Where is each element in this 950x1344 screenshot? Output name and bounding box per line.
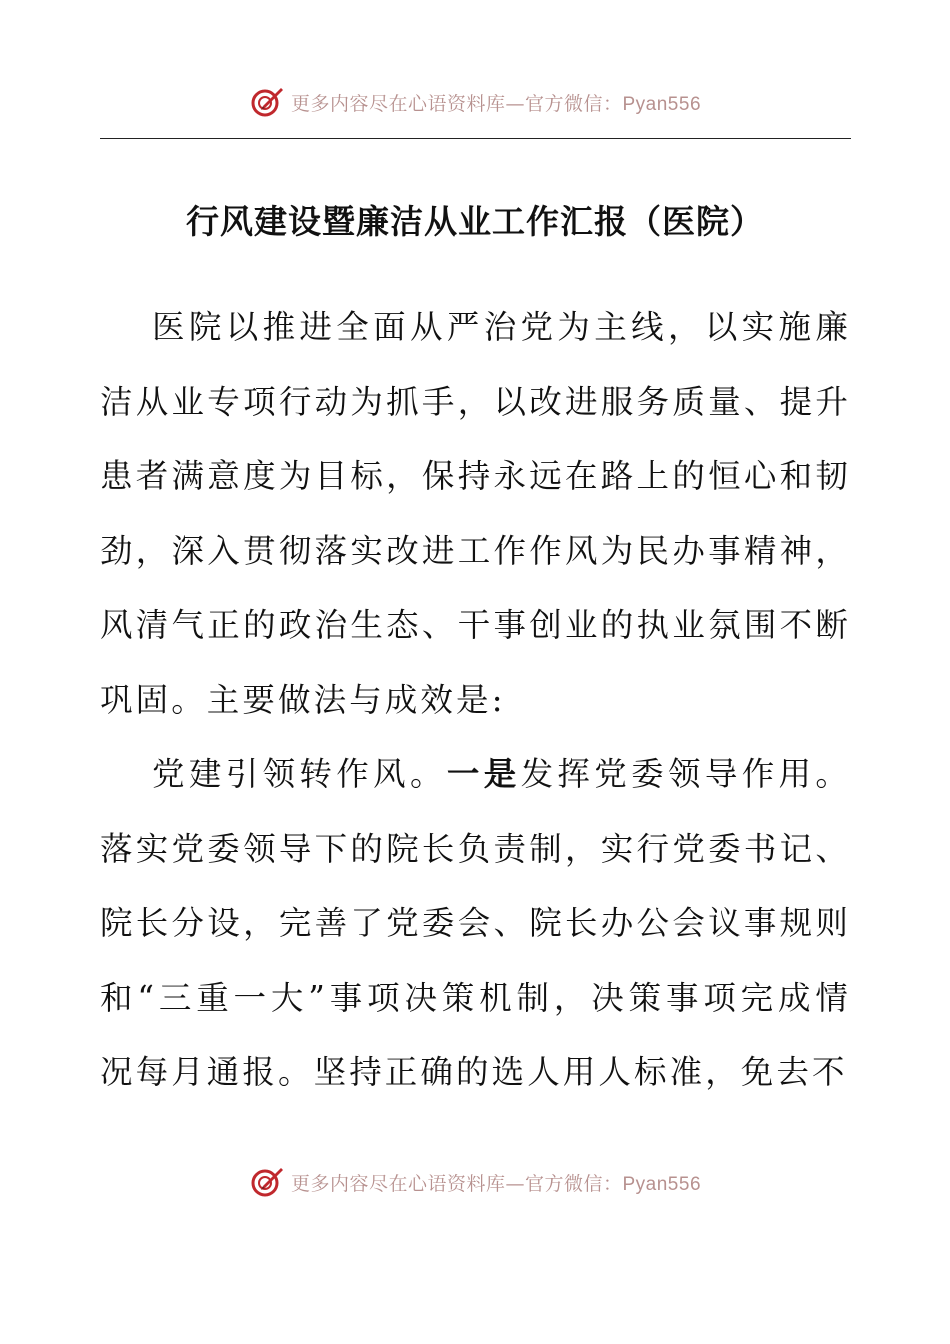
pen-logo-icon	[249, 1164, 285, 1200]
paragraph-party-building	[100, 737, 851, 1110]
paragraph-intro: 医院以推进全面从严治党为主线，以实施廉洁从业专项行动为抓手，以改进服务质量、提升患者满意度为目标，保持永远在路上的恒心和韧劲，深入贯彻落实改进工作作风为民办事精神，风清气正的政治生态、干事创业的执业氛围不断巩固。主要做法与成效是:	[100, 308, 851, 719]
paragraph-rest: 发挥党委领导作用。落实党委领导下的院长负责制，实行党委书记、院长分设，完善了党委会、院长办公会议事规则和“三重一大”事项决策机制，决策事项完成情况每月通报。坚持正确的选人用人标准，免去不	[100, 755, 851, 1091]
footer-watermark	[0, 1162, 950, 1202]
header-divider	[100, 138, 851, 139]
header-watermark-text: 更多内容尽在心语资料库—官方微信：Pyan556	[290, 92, 702, 115]
paragraph-lead: 党建引领转作风。	[152, 755, 447, 793]
document-body	[100, 290, 851, 1110]
footer-watermark-text: 更多内容尽在心语资料库—官方微信：Pyan556	[290, 1172, 702, 1195]
document-title: 行风建设暨廉洁从业工作汇报（医院）	[186, 202, 764, 241]
paragraph-emphasis: 一是	[446, 755, 521, 793]
pen-logo-icon	[249, 84, 285, 120]
header-watermark	[0, 82, 950, 122]
